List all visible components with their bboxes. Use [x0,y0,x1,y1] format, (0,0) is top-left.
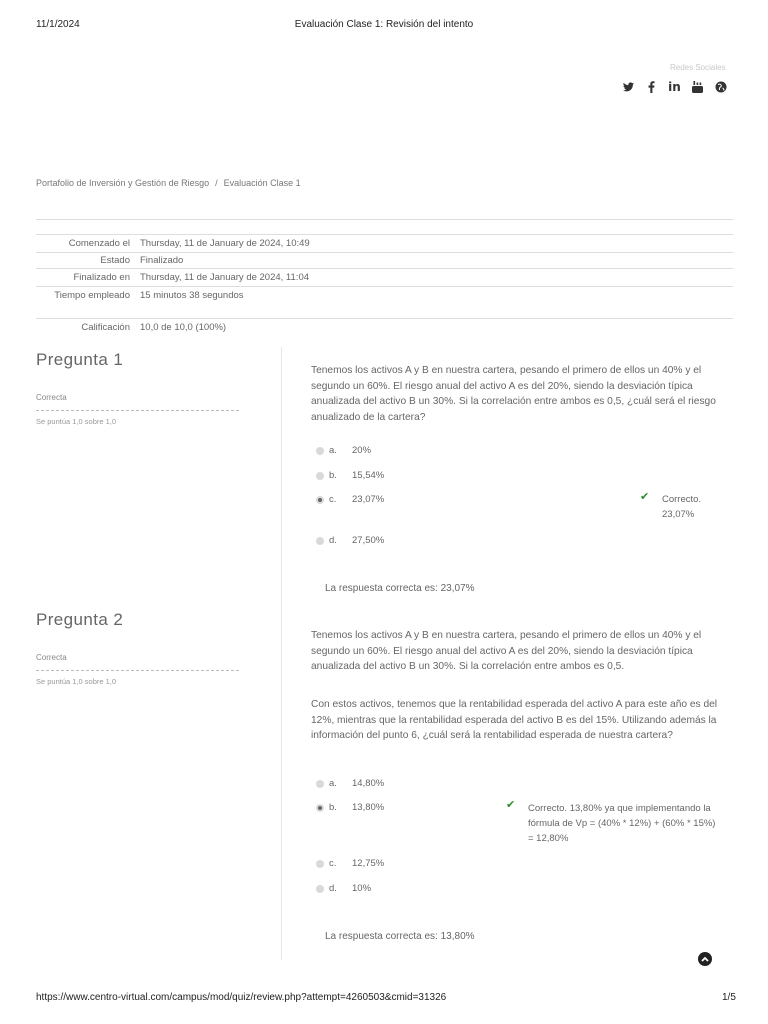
print-title: Evaluación Clase 1: Revisión del intento [294,19,474,30]
answer-option-c[interactable] [316,494,384,505]
option-text: 13,80% [352,802,385,813]
answer-feedback: Correcto. 13,80% ya que implementando la fórmula de Vp = (40% * 12%) + (60% * 15%) = 12,80% [528,803,716,844]
option-letter: b. [329,802,337,813]
answer-option-d[interactable] [316,535,384,546]
summary-label-started: Comenzado el [68,238,130,249]
summary-label-time: Tiempo empleado [54,290,130,301]
option-text: 15,54% [352,470,385,481]
summary-top-rule [36,234,733,235]
answer-option-c[interactable] [316,858,384,869]
question-grade: Se puntúa 1,0 sobre 1,0 [36,417,117,426]
question-info-divider [36,670,239,671]
answer-option-d[interactable] [316,883,371,894]
breadcrumb-separator: / [215,178,218,188]
option-text: 20% [352,445,372,456]
option-text: 12,75% [352,858,385,869]
question-number: Pregunta 2 [36,610,124,629]
answer-option-b[interactable] [316,470,384,481]
breadcrumb [36,178,301,188]
radio-button[interactable] [316,860,324,868]
facebook-icon[interactable] [645,80,658,94]
option-text: 23,07% [352,494,385,505]
summary-row-rule [36,286,733,287]
summary-value-grade: 10,0 de 10,0 (100%) [140,322,227,333]
question-state: Correcta [36,653,67,662]
answer-option-b[interactable] [316,802,384,813]
summary-label-state: Estado [100,255,130,266]
radio-button[interactable] [316,537,324,545]
option-letter: a. [329,778,337,789]
question-text: Tenemos los activos A y B en nuestra cartera, pesando el primero de ellos un 40% y el segundo un 60%. El riesgo anual del activo A es del 20%, siendo la desviación típica anualizada del activo B un 30%. Si la correlación entre ambos es 0,5, ¿cuál será el riesgo anualizado de la cartera? [311,365,716,423]
summary-value-started: Thursday, 11 de January de 2024, 10:49 [140,238,310,249]
summary-value-time: 15 minutos 38 segundos [140,290,244,301]
summary-value-state: Finalizado [140,255,184,266]
option-letter: d. [329,535,337,546]
question-number: Pregunta 1 [36,350,124,369]
summary-label-grade: Calificación [81,322,130,333]
checkmark-icon: ✔ [506,798,516,811]
radio-button-selected[interactable] [316,804,324,812]
option-letter: b. [329,470,337,481]
option-letter: d. [329,883,337,894]
answer-feedback: Correcto. 23,07% [662,494,702,520]
answer-option-a[interactable] [316,778,384,789]
option-letter: a. [329,445,337,456]
option-text: 27,50% [352,535,385,546]
breadcrumb-quiz[interactable]: Evaluación Clase 1 [223,178,301,188]
print-date: 11/1/2024 [36,19,80,30]
print-url: https://www.centro-virtual.com/campus/mod/quiz/review.php?attempt=4260503&cmid=31326 [36,992,447,1003]
radio-button[interactable] [316,780,324,788]
globe-icon[interactable] [714,80,727,94]
summary-row-rule [36,318,733,319]
print-page: 1/5 [722,992,736,1003]
youtube-icon[interactable] [691,80,704,94]
question-text: Tenemos los activos A y B en nuestra cartera, pesando el primero de ellos un 40% y el segundo un 60%. El riesgo anual del activo A es del 20%, siendo la desviación típica anualizada del activo B un 30%. Si la correlación entre ambos es 0,5. [311,630,702,672]
twitter-icon[interactable] [622,80,635,94]
right-answer: La respuesta correcta es: 13,80% [325,931,475,942]
question-column-divider [281,347,282,960]
social-title: Redes Sociales [670,63,726,72]
radio-button[interactable] [316,472,324,480]
summary-label-finished: Finalizado en [73,272,130,283]
option-text: 14,80% [352,778,385,789]
divider [36,219,733,220]
radio-button[interactable] [316,885,324,893]
linkedin-icon[interactable]: in [668,80,681,94]
question-grade: Se puntúa 1,0 sobre 1,0 [36,677,117,686]
option-letter: c. [329,858,337,869]
option-letter: c. [329,494,337,505]
checkmark-icon: ✔ [640,490,650,503]
breadcrumb-course[interactable]: Portafolio de Inversión y Gestión de Riesgo [36,178,210,188]
question-info-divider [36,410,239,411]
back-to-top-button[interactable] [698,952,712,966]
radio-button-selected[interactable] [316,496,324,504]
option-text: 10% [352,883,372,894]
question-state: Correcta [36,393,67,402]
social-links [622,80,727,94]
question-text: Con estos activos, tenemos que la rentabilidad esperada del activo A para este año es del 12%, mientras que la rentabilidad esperada del activo B es del 15%. Utilizando además la información del punto 6, ¿cuál será la rentabilidad esperada de nuestra cartera? [311,699,718,741]
chevron-up-icon [701,956,709,962]
summary-row-rule [36,268,733,269]
summary-value-finished: Thursday, 11 de January de 2024, 11:04 [140,272,310,283]
answer-option-a[interactable] [316,445,371,456]
right-answer: La respuesta correcta es: 23,07% [325,583,475,594]
radio-button[interactable] [316,447,324,455]
